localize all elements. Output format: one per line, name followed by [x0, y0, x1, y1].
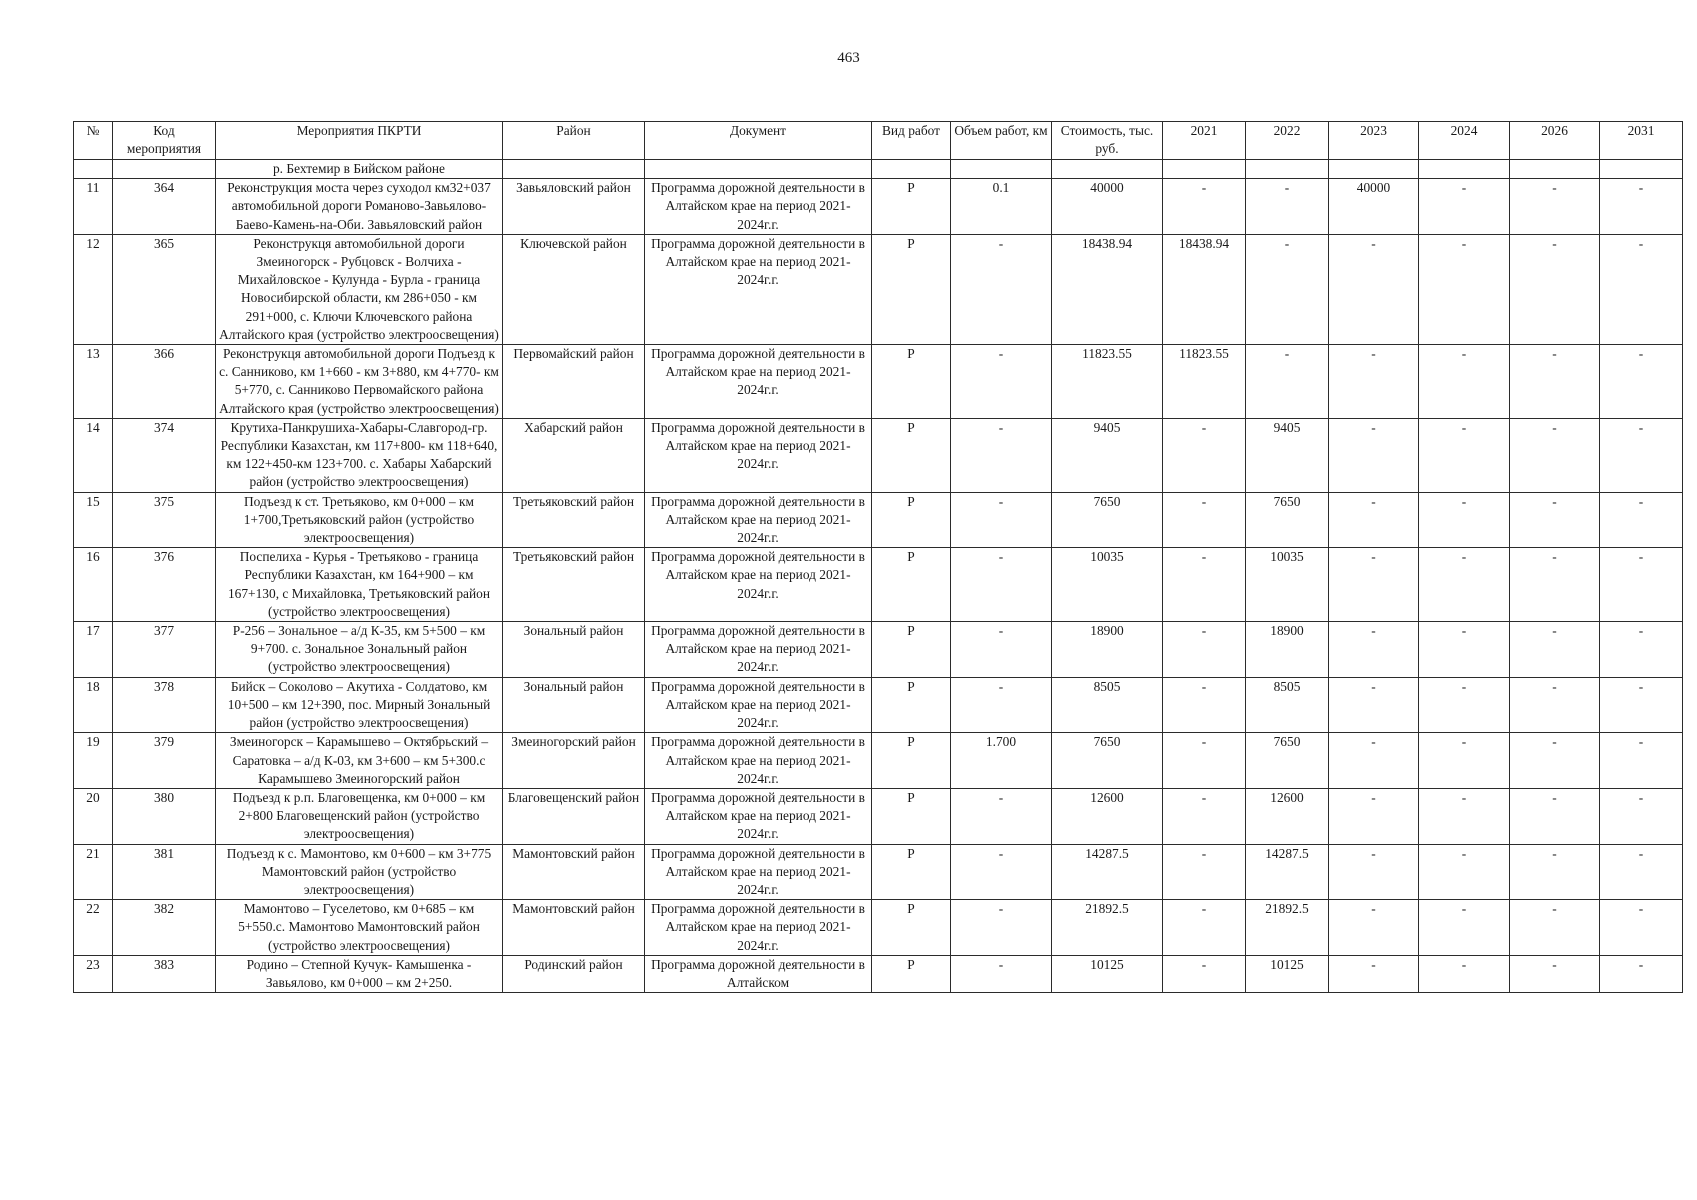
cell-2024: - — [1419, 733, 1510, 789]
cell-cost: 8505 — [1052, 677, 1163, 733]
continuation-text: р. Бехтемир в Бийском районе — [216, 160, 503, 179]
cell-num: 16 — [74, 548, 113, 622]
cell-work-type: Р — [872, 234, 951, 344]
cell-2024: - — [1419, 492, 1510, 548]
cell-2023: - — [1329, 548, 1419, 622]
cell-code: 364 — [113, 179, 216, 235]
page-number: 463 — [837, 50, 860, 66]
cell-2031: - — [1600, 622, 1683, 678]
cell-district: Третьяковский район — [503, 548, 645, 622]
cell-2023: - — [1329, 844, 1419, 900]
cell-measure: Мамонтово – Гуселетово, км 0+685 – км 5+550.с. Мамонтово Мамонтовский район (устройство электроосвещения) — [216, 900, 503, 956]
table-row — [74, 733, 1683, 789]
cell-2022: 12600 — [1246, 788, 1329, 844]
cell-document: Программа дорожной деятельности в Алтайском крае на период 2021-2024г.г. — [645, 677, 872, 733]
cell-num: 13 — [74, 345, 113, 419]
cell-2022: - — [1246, 179, 1329, 235]
header-work-type: Вид работ — [872, 122, 951, 160]
table-row — [74, 955, 1683, 992]
cell-2031: - — [1600, 345, 1683, 419]
cell-2022: 9405 — [1246, 418, 1329, 492]
cell-2026: - — [1510, 179, 1600, 235]
cell-num: 11 — [74, 179, 113, 235]
cell-district: Мамонтовский район — [503, 900, 645, 956]
cell-district: Хабарский район — [503, 418, 645, 492]
cell-num: 21 — [74, 844, 113, 900]
cell-num: 23 — [74, 955, 113, 992]
cell-2021: - — [1163, 418, 1246, 492]
header-2023: 2023 — [1329, 122, 1419, 160]
cell-document: Программа дорожной деятельности в Алтайском крае на период 2021-2024г.г. — [645, 733, 872, 789]
cell-document: Программа дорожной деятельности в Алтайском крае на период 2021-2024г.г. — [645, 622, 872, 678]
cell-2021: - — [1163, 844, 1246, 900]
cell-2026: - — [1510, 955, 1600, 992]
cell-cost: 18900 — [1052, 622, 1163, 678]
table-row — [74, 548, 1683, 622]
cell-2026: - — [1510, 622, 1600, 678]
cell-2021: - — [1163, 492, 1246, 548]
cell-volume: - — [951, 788, 1052, 844]
cell-document: Программа дорожной деятельности в Алтайском крае на период 2021-2024г.г. — [645, 548, 872, 622]
cell-2024: - — [1419, 418, 1510, 492]
cell-work-type: Р — [872, 345, 951, 419]
cell-volume: - — [951, 234, 1052, 344]
cell-document: Программа дорожной деятельности в Алтайском крае на период 2021-2024г.г. — [645, 788, 872, 844]
cell-num: 14 — [74, 418, 113, 492]
cell-2026: - — [1510, 345, 1600, 419]
cell-volume: 0.1 — [951, 179, 1052, 235]
table-body — [74, 160, 1683, 993]
header-num: № — [74, 122, 113, 160]
cell-measure: Родино – Степной Кучук- Камышенка - Завьялово, км 0+000 – км 2+250. — [216, 955, 503, 992]
cell-empty — [1510, 160, 1600, 179]
cell-document: Программа дорожной деятельности в Алтайском крае на период 2021-2024г.г. — [645, 345, 872, 419]
cell-document: Программа дорожной деятельности в Алтайском крае на период 2021-2024г.г. — [645, 179, 872, 235]
cell-2022: 21892.5 — [1246, 900, 1329, 956]
cell-work-type: Р — [872, 179, 951, 235]
cell-2024: - — [1419, 345, 1510, 419]
cell-2023: - — [1329, 622, 1419, 678]
table-row — [74, 492, 1683, 548]
cell-cost: 9405 — [1052, 418, 1163, 492]
cell-volume: - — [951, 418, 1052, 492]
cell-2024: - — [1419, 955, 1510, 992]
cell-2031: - — [1600, 418, 1683, 492]
cell-2024: - — [1419, 788, 1510, 844]
cell-empty — [1329, 160, 1419, 179]
cell-2024: - — [1419, 677, 1510, 733]
header-2031: 2031 — [1600, 122, 1683, 160]
program-table — [73, 121, 1683, 993]
cell-empty — [645, 160, 872, 179]
table-row — [74, 677, 1683, 733]
cell-empty — [1246, 160, 1329, 179]
cell-code: 365 — [113, 234, 216, 344]
cell-2026: - — [1510, 733, 1600, 789]
cell-2024: - — [1419, 179, 1510, 235]
cell-2022: 7650 — [1246, 733, 1329, 789]
cell-2031: - — [1600, 234, 1683, 344]
header-volume: Объем работ, км — [951, 122, 1052, 160]
cell-cost: 10125 — [1052, 955, 1163, 992]
cell-measure: Подъезд к с. Мамонтово, км 0+600 – км 3+775 Мамонтовский район (устройство электроосвещения) — [216, 844, 503, 900]
cell-2026: - — [1510, 234, 1600, 344]
cell-2022: 10035 — [1246, 548, 1329, 622]
cell-volume: - — [951, 345, 1052, 419]
cell-measure: Подъезд к р.п. Благовещенка, км 0+000 – км 2+800 Благовещенский район (устройство электроосвещения) — [216, 788, 503, 844]
cell-cost: 10035 — [1052, 548, 1163, 622]
cell-2031: - — [1600, 677, 1683, 733]
cell-2021: - — [1163, 677, 1246, 733]
cell-empty — [1052, 160, 1163, 179]
cell-2021: - — [1163, 179, 1246, 235]
cell-2021: 11823.55 — [1163, 345, 1246, 419]
cell-2026: - — [1510, 900, 1600, 956]
cell-num: 22 — [74, 900, 113, 956]
cell-num: 15 — [74, 492, 113, 548]
cell-2024: - — [1419, 234, 1510, 344]
cell-2031: - — [1600, 492, 1683, 548]
cell-2026: - — [1510, 844, 1600, 900]
cell-empty — [1163, 160, 1246, 179]
cell-cost: 40000 — [1052, 179, 1163, 235]
cell-code: 382 — [113, 900, 216, 956]
cell-num: 12 — [74, 234, 113, 344]
cell-document: Программа дорожной деятельности в Алтайском крае на период 2021-2024г.г. — [645, 418, 872, 492]
cell-district: Третьяковский район — [503, 492, 645, 548]
cell-work-type: Р — [872, 418, 951, 492]
cell-work-type: Р — [872, 733, 951, 789]
cell-work-type: Р — [872, 844, 951, 900]
cell-document: Программа дорожной деятельности в Алтайском крае на период 2021-2024г.г. — [645, 900, 872, 956]
table-row — [74, 788, 1683, 844]
cell-2026: - — [1510, 418, 1600, 492]
cell-district: Змеиногорский район — [503, 733, 645, 789]
cell-empty — [503, 160, 645, 179]
cell-district: Завьяловский район — [503, 179, 645, 235]
cell-2024: - — [1419, 844, 1510, 900]
header-2026: 2026 — [1510, 122, 1600, 160]
cell-cost: 7650 — [1052, 733, 1163, 789]
header-district: Район — [503, 122, 645, 160]
cell-code: 366 — [113, 345, 216, 419]
header-measure: Мероприятия ПКРТИ — [216, 122, 503, 160]
cell-district: Зональный район — [503, 622, 645, 678]
cell-2023: - — [1329, 900, 1419, 956]
cell-2024: - — [1419, 622, 1510, 678]
cell-code: 377 — [113, 622, 216, 678]
cell-2024: - — [1419, 900, 1510, 956]
cell-cost: 14287.5 — [1052, 844, 1163, 900]
table-row — [74, 900, 1683, 956]
cell-2023: - — [1329, 345, 1419, 419]
table-header — [74, 122, 1683, 160]
cell-empty — [113, 160, 216, 179]
cell-2023: - — [1329, 492, 1419, 548]
header-2021: 2021 — [1163, 122, 1246, 160]
cell-2023: 40000 — [1329, 179, 1419, 235]
cell-volume: - — [951, 622, 1052, 678]
cell-work-type: Р — [872, 788, 951, 844]
cell-measure: Р-256 – Зональное – а/д К-35, км 5+500 – км 9+700. с. Зональное Зональный район (устройство электроосвещения) — [216, 622, 503, 678]
cell-measure: Бийск – Соколово – Акутиха - Солдатово, км 10+500 – км 12+390, пос. Мирный Зональный район (устройство электроосвещения) — [216, 677, 503, 733]
cell-work-type: Р — [872, 955, 951, 992]
cell-code: 374 — [113, 418, 216, 492]
cell-volume: - — [951, 844, 1052, 900]
cell-empty — [1419, 160, 1510, 179]
cell-2022: 8505 — [1246, 677, 1329, 733]
cell-empty — [872, 160, 951, 179]
table-row — [74, 345, 1683, 419]
cell-measure: Подъезд к ст. Третьяково, км 0+000 – км 1+700,Третьяковский район (устройство электроосвещения) — [216, 492, 503, 548]
cell-document: Программа дорожной деятельности в Алтайском крае на период 2021-2024г.г. — [645, 492, 872, 548]
cell-volume: 1.700 — [951, 733, 1052, 789]
cell-2022: 14287.5 — [1246, 844, 1329, 900]
cell-2024: - — [1419, 548, 1510, 622]
cell-2021: - — [1163, 788, 1246, 844]
cell-document: Программа дорожной деятельности в Алтайском крае на период 2021-2024г.г. — [645, 234, 872, 344]
cell-district: Мамонтовский район — [503, 844, 645, 900]
cell-district: Родинский район — [503, 955, 645, 992]
header-document: Документ — [645, 122, 872, 160]
cell-volume: - — [951, 900, 1052, 956]
cell-code: 378 — [113, 677, 216, 733]
cell-measure: Змеиногорск – Карамышево – Октябрьский – Саратовка – а/д К-03, км 3+600 – км 5+300.с Карамышево Змеиногорский район — [216, 733, 503, 789]
cell-2022: 18900 — [1246, 622, 1329, 678]
cell-2022: - — [1246, 234, 1329, 344]
cell-2021: - — [1163, 622, 1246, 678]
cell-2031: - — [1600, 955, 1683, 992]
cell-measure: Поспелиха - Курья - Третьяково - граница Республики Казахстан, км 164+900 – км 167+130, с Михайловка, Третьяковский район (устройство электроосвещения) — [216, 548, 503, 622]
cell-num: 17 — [74, 622, 113, 678]
cell-2023: - — [1329, 788, 1419, 844]
cell-2031: - — [1600, 900, 1683, 956]
cell-2021: - — [1163, 548, 1246, 622]
cell-2021: - — [1163, 955, 1246, 992]
table-row — [74, 844, 1683, 900]
cell-2031: - — [1600, 179, 1683, 235]
cell-num: 19 — [74, 733, 113, 789]
cell-empty — [74, 160, 113, 179]
cell-volume: - — [951, 492, 1052, 548]
cell-2023: - — [1329, 234, 1419, 344]
cell-measure: Реконструкця автомобильной дороги Подъезд к с. Санниково, км 1+660 - км 3+880, км 4+770- км 5+770, с. Санниково Первомайского района Алтайского края (устройство электроосвещения) — [216, 345, 503, 419]
cell-work-type: Р — [872, 622, 951, 678]
cell-num: 20 — [74, 788, 113, 844]
cell-2026: - — [1510, 677, 1600, 733]
cell-cost: 12600 — [1052, 788, 1163, 844]
cell-empty — [951, 160, 1052, 179]
cell-cost: 7650 — [1052, 492, 1163, 548]
cell-2022: 7650 — [1246, 492, 1329, 548]
cell-code: 375 — [113, 492, 216, 548]
cell-cost: 11823.55 — [1052, 345, 1163, 419]
cell-district: Ключевской район — [503, 234, 645, 344]
cell-2031: - — [1600, 788, 1683, 844]
cell-measure: Крутиха-Панкрушиха-Хабары-Славгород-гр. Республики Казахстан, км 117+800- км 118+640, км 122+450-км 123+700. с. Хабары Хабарский район (устройство электроосвещения) — [216, 418, 503, 492]
cell-work-type: Р — [872, 492, 951, 548]
cell-volume: - — [951, 677, 1052, 733]
cell-code: 383 — [113, 955, 216, 992]
cell-2023: - — [1329, 677, 1419, 733]
cell-district: Первомайский район — [503, 345, 645, 419]
cell-2023: - — [1329, 418, 1419, 492]
cell-volume: - — [951, 955, 1052, 992]
cell-measure: Реконструкця автомобильной дороги Змеиногорск - Рубцовск - Волчиха - Михайловское - Кулунда - Бурла - граница Новосибирской области, км 286+050 - км 291+000, с. Ключи Ключевского района Алтайского края (устройство электроосвещения) — [216, 234, 503, 344]
cell-document: Программа дорожной деятельности в Алтайском — [645, 955, 872, 992]
cell-num: 18 — [74, 677, 113, 733]
cell-2023: - — [1329, 733, 1419, 789]
cell-document: Программа дорожной деятельности в Алтайском крае на период 2021-2024г.г. — [645, 844, 872, 900]
cell-code: 381 — [113, 844, 216, 900]
cell-cost: 21892.5 — [1052, 900, 1163, 956]
cell-measure: Реконструкция моста через суходол км32+037 автомобильной дороги Романово-Завьялово-Баево-Камень-на-Оби. Завьяловский район — [216, 179, 503, 235]
cell-2021: 18438.94 — [1163, 234, 1246, 344]
table-row — [74, 622, 1683, 678]
table-row — [74, 179, 1683, 235]
cell-2026: - — [1510, 492, 1600, 548]
header-cost: Стоимость, тыс. руб. — [1052, 122, 1163, 160]
cell-2031: - — [1600, 844, 1683, 900]
cell-2022: - — [1246, 345, 1329, 419]
cell-work-type: Р — [872, 900, 951, 956]
header-2022: 2022 — [1246, 122, 1329, 160]
cell-district: Зональный район — [503, 677, 645, 733]
table-row — [74, 234, 1683, 344]
cell-volume: - — [951, 548, 1052, 622]
cell-2026: - — [1510, 548, 1600, 622]
cell-2022: 10125 — [1246, 955, 1329, 992]
cell-work-type: Р — [872, 548, 951, 622]
continuation-row — [74, 160, 1683, 179]
cell-code: 379 — [113, 733, 216, 789]
cell-work-type: Р — [872, 677, 951, 733]
cell-code: 380 — [113, 788, 216, 844]
cell-code: 376 — [113, 548, 216, 622]
cell-2021: - — [1163, 733, 1246, 789]
cell-2031: - — [1600, 548, 1683, 622]
cell-2026: - — [1510, 788, 1600, 844]
table-row — [74, 418, 1683, 492]
header-2024: 2024 — [1419, 122, 1510, 160]
header-code: Код мероприятия — [113, 122, 216, 160]
cell-2021: - — [1163, 900, 1246, 956]
cell-cost: 18438.94 — [1052, 234, 1163, 344]
cell-district: Благовещенский район — [503, 788, 645, 844]
cell-2023: - — [1329, 955, 1419, 992]
cell-empty — [1600, 160, 1683, 179]
cell-2031: - — [1600, 733, 1683, 789]
header-row — [74, 122, 1683, 160]
